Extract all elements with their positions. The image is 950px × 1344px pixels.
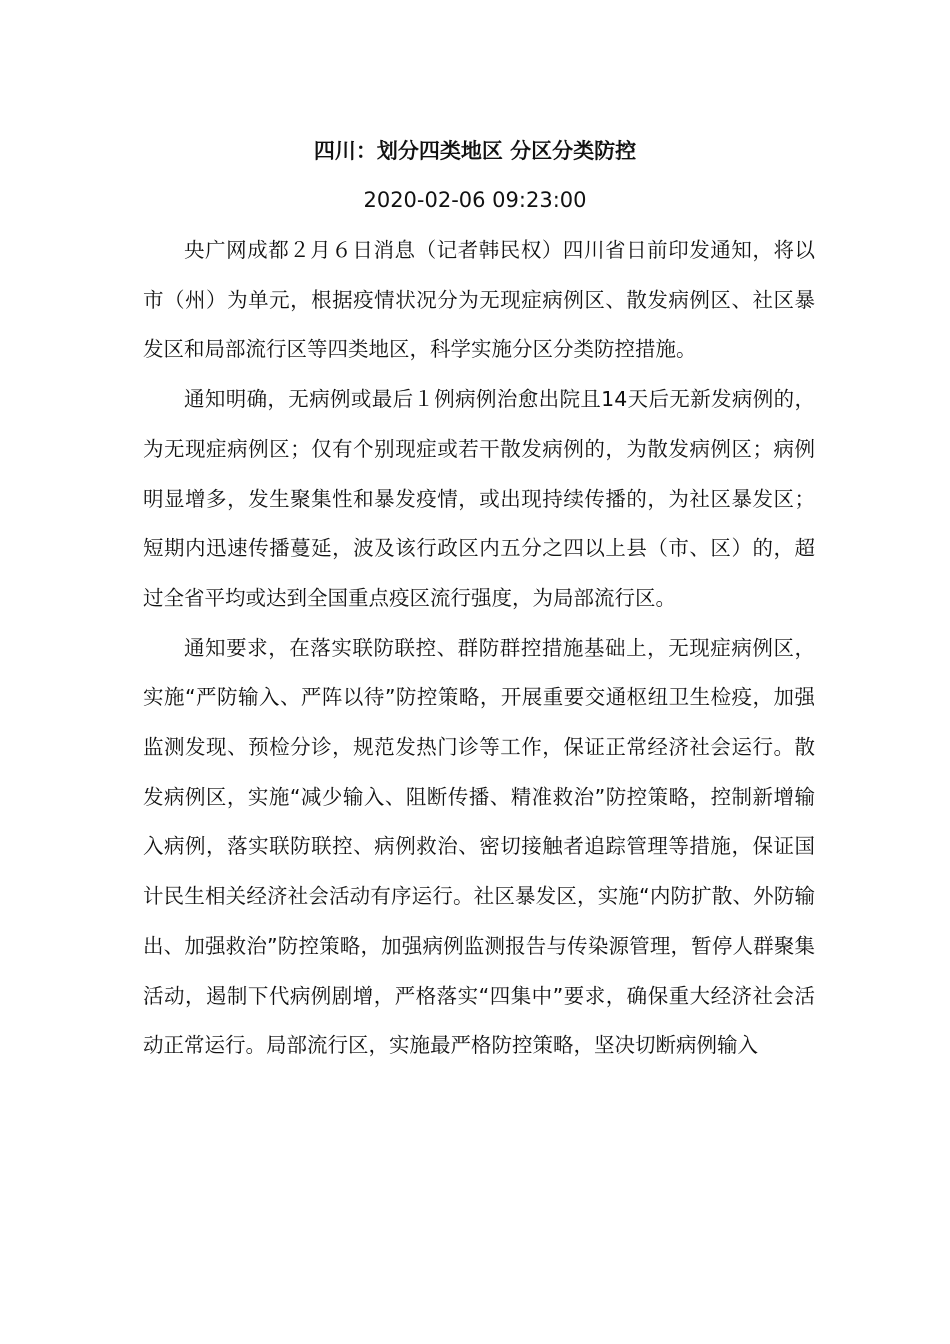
paragraph-1: 央广网成都２月６日消息（记者韩民权）四川省日前印发通知，将以市（州）为单元，根据疫情状况分为无现症病例区、散发病例区、社区暴发区和局部流行区等四类地区，科学实施分区分类防控措施。 <box>143 238 815 362</box>
paragraph-2: 通知明确，无病例或最后１例病例治愈出院且14天后无新发病例的，为无现症病例区；仅有个别现症或若干散发病例的，为散发病例区；病例明显增多，发生聚集性和暴发疫情，或出现持续传播的，为社区暴发区；短期内迅速传播蔓延，波及该行政区内五分之四以上县（市、区）的，超过全省平均或达到全国重点疫区流行强度，为局部流行区。 <box>143 387 815 610</box>
publish-datetime: 2020-02-06 09:23:00 <box>363 188 587 212</box>
article-body <box>143 226 815 1071</box>
article-title: 四川：划分四类地区 分区分类防控 <box>313 139 637 163</box>
paragraph-3: 通知要求，在落实联防联控、群防群控措施基础上，无现症病例区，实施“严防输入、严阵以待”防控策略，开展重要交通枢纽卫生检疫，加强监测发现、预检分诊，规范发热门诊等工作，保证正常经济社会运行。散发病例区，实施“减少输入、阻断传播、精准救治”防控策略，控制新增输入病例，落实联防联控、病例救治、密切接触者追踪管理等措施，保证国计民生相关经济社会活动有序运行。社区暴发区，实施“内防扩散、外防输出、加强救治”防控策略，加强病例监测报告与传染源管理，暂停人群聚集活动，遏制下代病例剧增，严格落实“四集中”要求，确保重大经济社会活动正常运行。局部流行区，实施最严格防控策略，坚决切断病例输入 <box>143 635 815 1058</box>
